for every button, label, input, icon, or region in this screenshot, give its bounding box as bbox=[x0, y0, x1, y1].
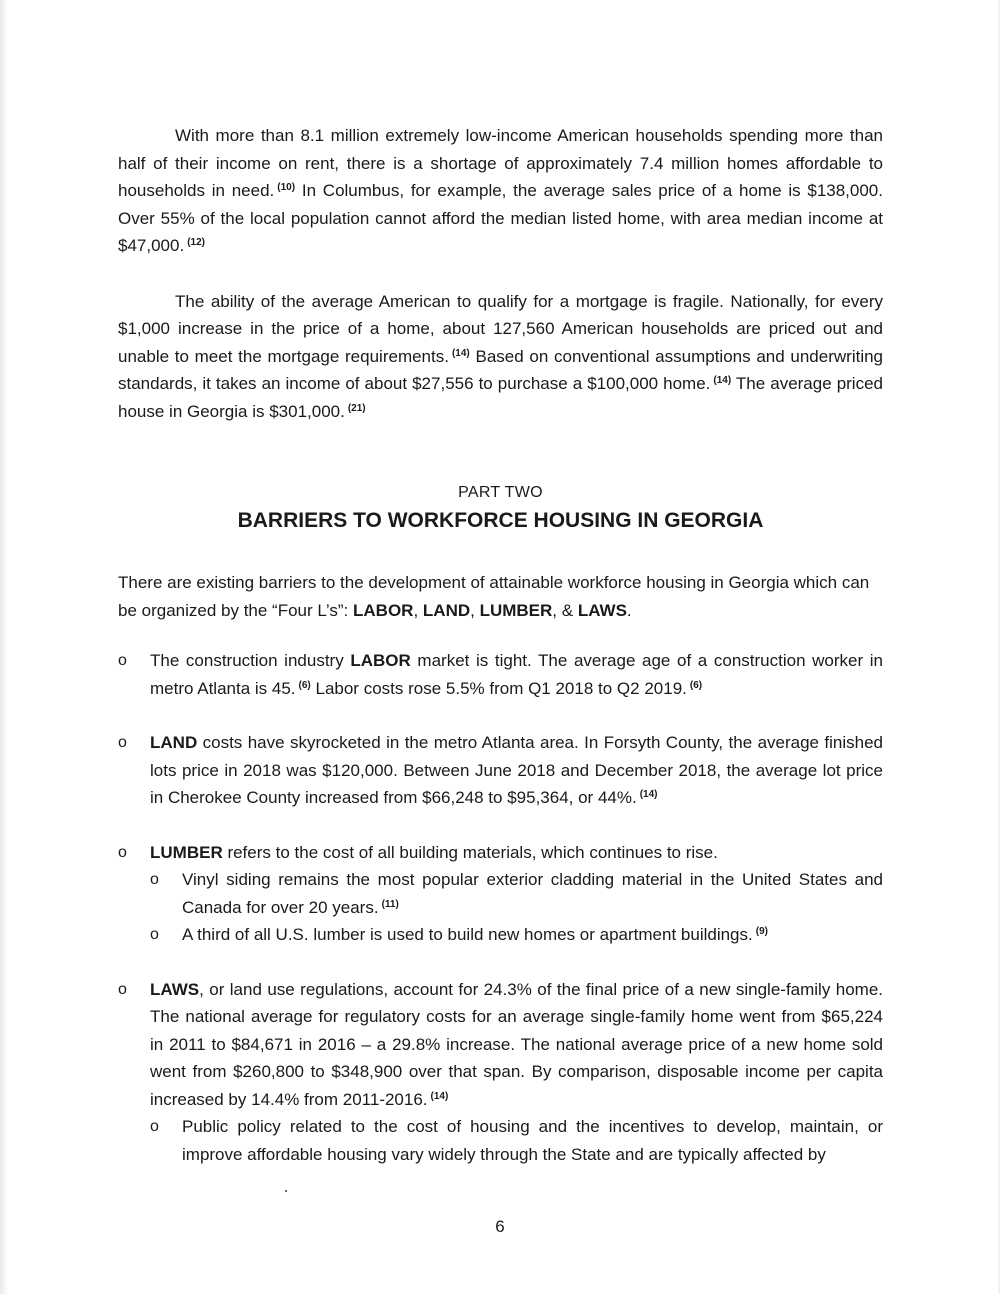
section-heading: BARRIERS TO WORKFORCE HOUSING IN GEORGIA bbox=[237, 509, 764, 532]
citation: (14) bbox=[451, 347, 470, 359]
citation: (14) bbox=[430, 1090, 449, 1102]
page-number: 6 bbox=[495, 1217, 505, 1236]
bullet-circle-icon: o bbox=[118, 734, 127, 751]
citation: (9) bbox=[755, 926, 768, 937]
citation: (6) bbox=[298, 679, 311, 691]
sub-item-lumber-use: o A third of all U.S. lumber is used to build new homes or apartment buildings. $^{(9)}$ bbox=[150, 921, 883, 949]
paragraph-housing-shortage: With more than 8.1 million extremely low-income American households spending more than half of their income on rent, there is a shortage of approximately 7.4 million homes affordable to households in need. $^{(10)}$ In Columbus, for example, the average sales price of a home is $138,000. Over 55% of the local population cannot afford the median listed home, with area median income at $47,000. $^{(12)}$ bbox=[118, 126, 883, 255]
citation: (10) bbox=[277, 182, 296, 193]
citation: (21) bbox=[347, 402, 366, 414]
list-item-lumber: o LUMBER refers to the cost of all building materials, which continues to rise. o Vinyl siding remains the most popular exterior cladding material in the United States and Canada for over 20 years. $^{(11)}$ o A third of all U.S. lumber is used to build new homes or apartment buildings. $^{(9)}$ bbox=[118, 839, 883, 949]
sub-item-public-policy: o Public policy related to the cost of housing and the incentives to develop, maintain, or improve affordable housing vary widely through the State and are typically affected by bbox=[150, 1113, 883, 1168]
document-page bbox=[118, 122, 883, 1168]
barrier-list bbox=[118, 647, 883, 1168]
sub-item-vinyl: o Vinyl siding remains the most popular exterior cladding material in the United States and Canada for over 20 years. $^{(11)}$ bbox=[150, 866, 883, 921]
bullet-circle-icon: o bbox=[118, 652, 127, 669]
citation: (14) bbox=[713, 375, 732, 386]
bullet-circle-icon: o bbox=[118, 843, 127, 861]
citation: (12) bbox=[187, 237, 205, 248]
citation: (6) bbox=[689, 679, 703, 691]
paragraph-mortgage: The ability of the average American to qualify for a mortgage is fragile. Nationally, for every $1,000 increase in the price of a home, about 127,560 American households are priced out and unable to meet the mortgage requirements. $^{(14)}$ Based on conventional assumptions and underwriting standards, it takes an income of about $27,556 to purchase a $100,000 home. $^{(14)}$ The average priced house in Georgia is $301,000. $^{(21)}$ bbox=[118, 291, 883, 421]
bullet-circle-icon: o bbox=[150, 926, 159, 943]
list-item-labor: o The construction industry LABOR market is tight. The average age of a construction worker in metro Atlanta is 45. $^{(6)}$ Labor costs rose 5.5% from Q1 2018 to Q2 2019. $^{(6)}$ bbox=[118, 647, 883, 702]
lumber-sublist bbox=[150, 866, 883, 949]
bullet-circle-icon: o bbox=[150, 1118, 159, 1135]
laws-sublist bbox=[150, 1113, 883, 1168]
part-label: PART TWO bbox=[458, 484, 543, 501]
citation: (11) bbox=[381, 898, 399, 910]
bullet-circle-icon: o bbox=[118, 980, 127, 998]
list-item-land: o LAND costs have skyrocketed in the metro Atlanta area. In Forsyth County, the average finished lots price in 2018 was $120,000. Between June 2018 and December 2018, the average lot price in Cherokee County increased from $66,248 to $95,364, or 44%. $^{(14)}$ bbox=[118, 729, 883, 812]
scan-edge-left bbox=[0, 0, 8, 1294]
scan-speck bbox=[285, 1190, 287, 1192]
citation: (14) bbox=[639, 789, 658, 800]
list-item-laws: o LAWS, or land use regulations, account for 24.3% of the final price of a new single-family home. The national average for regulatory costs for an average single-family home went from $65,224 in 2011 to $84,671 in 2016 – a 29.8% increase. The national average price of a new home sold went from $260,800 to $348,900 over that span. By comparison, disposable income per capita increased by 14.4% from 2011-2016. $^{(14)}$ o Public policy related to the cost of housing and the incentives to develop, maintain, or improve affordable housing vary widely through the State and are typically affected by bbox=[118, 976, 883, 1169]
intro-paragraph: There are existing barriers to the development of attainable workforce housing in Georgia which can be organized by the “Four L’s”: LABOR, LAND, LUMBER, & LAWS. bbox=[118, 573, 870, 620]
bullet-circle-icon: o bbox=[150, 871, 159, 888]
